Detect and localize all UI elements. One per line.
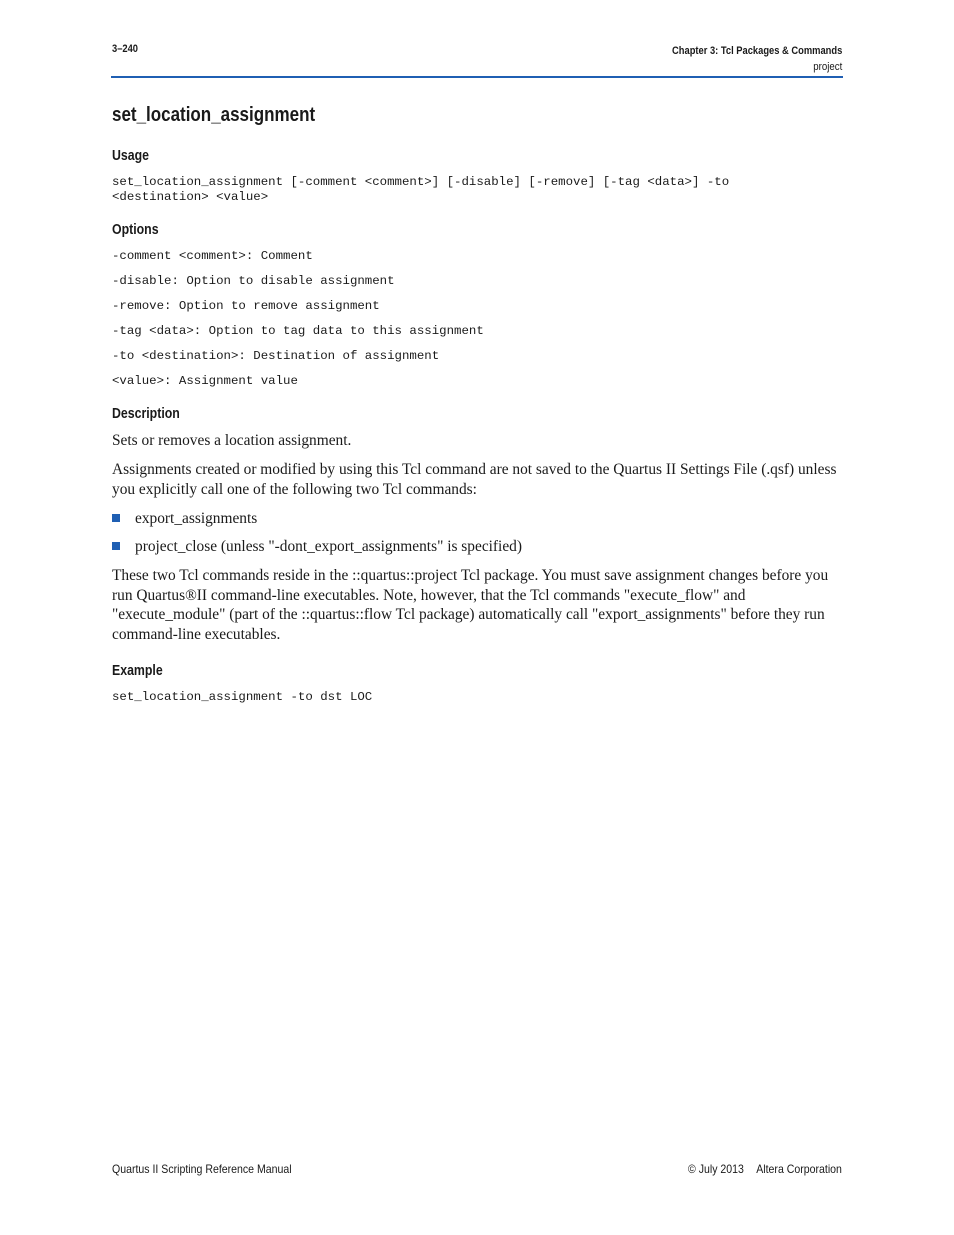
bullet-item [112, 537, 522, 556]
option-remove: -remove: Option to remove assignment [112, 299, 380, 313]
description-paragraph-3: These two Tcl commands reside in the ::quartus::project Tcl package. You must save assignment changes before you run Quartus®II command-line executables. Note, however, that the Tcl commands "execute_flow" and "execute_module" (part of the ::quartus::flow Tcl package) automatically call "export_assignments" before they run command-line executables. [112, 567, 829, 644]
bullet-text: project_close (unless "-dont_export_assignments" is specified) [135, 538, 522, 555]
page-title: set_location_assignment [112, 104, 316, 126]
footer-date: © July 2013 [688, 1162, 744, 1176]
header-rule [111, 76, 843, 78]
option-value: <value>: Assignment value [112, 374, 298, 388]
bullet-square-icon [112, 542, 120, 550]
option-comment: -comment <comment>: Comment [112, 249, 313, 263]
options-heading: Options [112, 222, 159, 238]
footer-company: Altera Corporation [756, 1162, 842, 1176]
usage-line-1: set_location_assignment [-comment <comment>] [-disable] [-remove] [-tag <data>] -to [112, 175, 730, 189]
description-paragraph-1: Sets or removes a location assignment. [112, 432, 352, 449]
usage-heading: Usage [112, 148, 150, 164]
page-number: 3–240 [112, 43, 139, 55]
description-paragraph-2: Assignments created or modified by using this Tcl command are not saved to the Quartus II Settings File (.qsf) unless you explicitly call one of the following two Tcl commands: [112, 461, 837, 498]
option-tag: -tag <data>: Option to tag data to this assignment [112, 324, 484, 338]
chapter-title: Chapter 3: Tcl Packages & Commands [671, 45, 842, 57]
footer-copyright [688, 1162, 842, 1176]
footer-manual-title: Quartus II Scripting Reference Manual [112, 1162, 292, 1176]
example-code: set_location_assignment -to dst LOC [112, 690, 373, 704]
option-disable: -disable: Option to disable assignment [112, 274, 395, 288]
option-to: -to <destination>: Destination of assignment [112, 349, 440, 363]
bullet-item [112, 509, 257, 528]
usage-line-2: <destination> <value> [112, 190, 269, 204]
section-name: project [812, 61, 842, 73]
example-heading: Example [112, 663, 163, 679]
bullet-text: export_assignments [135, 510, 258, 527]
description-heading: Description [112, 406, 180, 422]
running-header [642, 43, 842, 75]
bullet-square-icon [112, 514, 120, 522]
